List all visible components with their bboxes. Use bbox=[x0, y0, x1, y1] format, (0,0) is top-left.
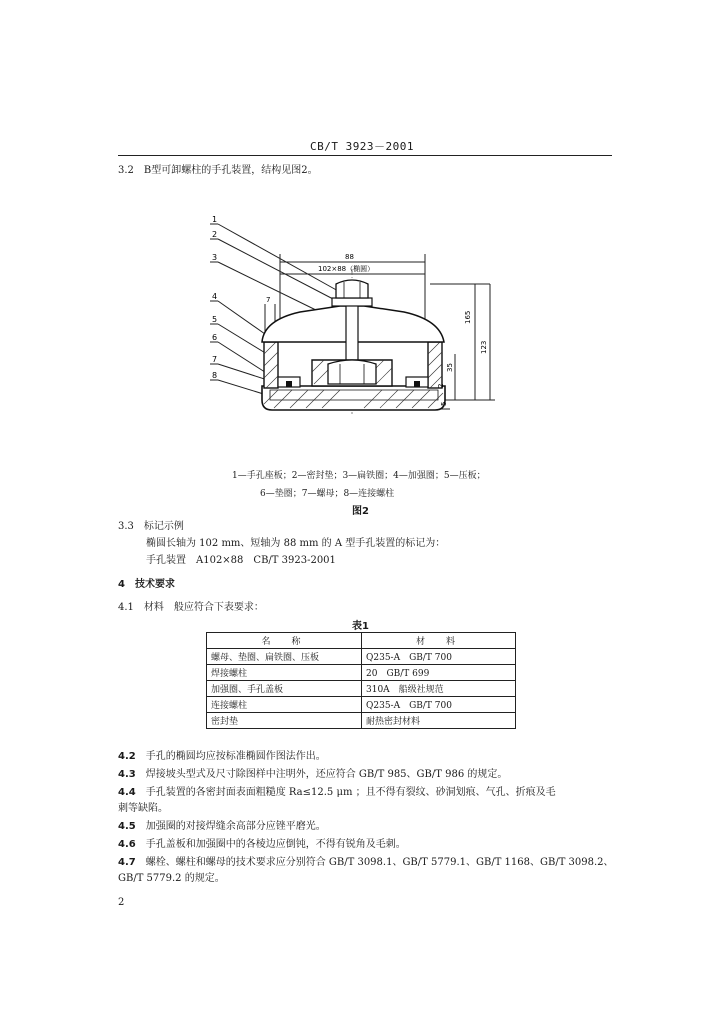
header-rule bbox=[118, 155, 612, 156]
item-number: 4.5 bbox=[118, 821, 136, 832]
page-header-standard: CB/T 3923－2001 bbox=[309, 140, 415, 153]
table-cell-material: 耐热密封材料 bbox=[362, 713, 516, 729]
dim-5: 5 bbox=[440, 401, 448, 406]
item-4-7 bbox=[118, 856, 614, 870]
item-text: 手孔装置的各密封面表面粗糙度 Ra≤12.5 μm ；且不得有裂纹、砂洞划痕、气孔、折痕及毛 bbox=[145, 787, 556, 798]
table-cell-name: 焊接螺柱 bbox=[207, 665, 362, 681]
table-row bbox=[207, 681, 516, 697]
section-3-3-title: 3.3 标记示例 bbox=[118, 521, 184, 532]
table-header-row bbox=[207, 633, 516, 649]
item-number: 4.7 bbox=[118, 857, 136, 868]
section-3-2: 3.2 B型可卸螺柱的手孔装置，结构见图2。 bbox=[118, 165, 318, 176]
dim-123: 123 bbox=[480, 340, 488, 354]
callout-5: 4 bbox=[212, 292, 218, 301]
section-3-3-line-1: 椭圆长轴为 102 mm、短轴为 88 mm 的 A 型手孔装置的标记为： bbox=[146, 538, 446, 549]
table-row bbox=[207, 649, 516, 665]
page-number: 2 bbox=[118, 897, 125, 908]
table-cell-material: Q235-A GB/T 700 bbox=[362, 649, 516, 665]
table-header-name: 名 称 bbox=[207, 633, 362, 649]
dim-2: 2 bbox=[437, 383, 445, 388]
item-number: 4.6 bbox=[118, 839, 136, 850]
item-text: 螺栓、螺柱和螺母的技术要求应分别符合 GB/T 3098.1、GB/T 5779.1、GB/T 1168、GB/T 3098.2、 bbox=[145, 857, 614, 868]
materials-table bbox=[206, 632, 516, 729]
table-row bbox=[207, 713, 516, 729]
table-row bbox=[207, 665, 516, 681]
section-4-title: 4 技术要求 bbox=[118, 579, 175, 590]
callout-3: 6 bbox=[212, 333, 218, 342]
figure-caption: 图2 bbox=[352, 506, 369, 517]
table-header-material: 材 料 bbox=[362, 633, 516, 649]
table-cell-name: 密封垫 bbox=[207, 713, 362, 729]
figure-legend-line-1: 1—手孔座板；2—密封垫；3—扁铁圈；4—加强圈；5—压板； bbox=[232, 471, 486, 481]
item-4-5 bbox=[118, 820, 326, 834]
item-text: 焊接坡头型式及尺寸除图样中注明外，还应符合 GB/T 985、GB/T 986 的规定。 bbox=[145, 769, 508, 780]
dim-35: 35 bbox=[446, 363, 454, 372]
item-4-2 bbox=[118, 750, 326, 764]
table-cell-name: 加强圈、手孔盖板 bbox=[207, 681, 362, 697]
item-4-4-cont: 刺等缺陷。 bbox=[118, 803, 168, 814]
callout-1: 8 bbox=[212, 371, 218, 380]
item-text: 手孔盖板和加强圈中的各棱边应倒钝，不得有锐角及毛刺。 bbox=[145, 839, 406, 850]
callout-4: 5 bbox=[212, 315, 218, 324]
item-number: 4.4 bbox=[118, 787, 136, 798]
dim-88: 88 bbox=[345, 253, 354, 261]
item-4-4 bbox=[118, 786, 556, 800]
item-4-7-cont: GB/T 5779.2 的规定。 bbox=[118, 873, 225, 884]
dim-7: 7 bbox=[266, 296, 271, 304]
figure-legend-line-2: 6—垫圈；7—螺母；8—连接螺柱 bbox=[260, 489, 395, 499]
callout-6: 3 bbox=[212, 253, 218, 262]
item-number: 4.3 bbox=[118, 769, 136, 780]
item-text: 手孔的椭圆均应按标准椭圆作图法作出。 bbox=[145, 751, 326, 762]
callout-2: 7 bbox=[212, 355, 218, 364]
figure-2-drawing bbox=[200, 214, 510, 434]
dim-165: 165 bbox=[464, 310, 472, 324]
table-caption: 表1 bbox=[352, 621, 369, 632]
dim-ellipse: 102×88（椭圆） bbox=[318, 265, 375, 273]
item-4-6 bbox=[118, 838, 406, 852]
table-cell-name: 螺母、垫圈、扁铁圈、压板 bbox=[207, 649, 362, 665]
section-3-3-line-2: 手孔装置 A102×88 CB/T 3923-2001 bbox=[146, 555, 336, 566]
section-4-1: 4.1 材料 般应符合下表要求： bbox=[118, 602, 264, 613]
table-cell-material: 310A 船级社规范 bbox=[362, 681, 516, 697]
table-row bbox=[207, 697, 516, 713]
callout-7: 2 bbox=[212, 230, 218, 239]
item-4-3 bbox=[118, 768, 507, 782]
table-cell-material: 20 GB/T 699 bbox=[362, 665, 516, 681]
table-cell-name: 连接螺柱 bbox=[207, 697, 362, 713]
callout-8: 1 bbox=[212, 215, 218, 224]
item-number: 4.2 bbox=[118, 751, 136, 762]
item-text: 加强圈的对接焊缝余高部分应锉平磨光。 bbox=[145, 821, 326, 832]
table-cell-material: Q235-A GB/T 700 bbox=[362, 697, 516, 713]
